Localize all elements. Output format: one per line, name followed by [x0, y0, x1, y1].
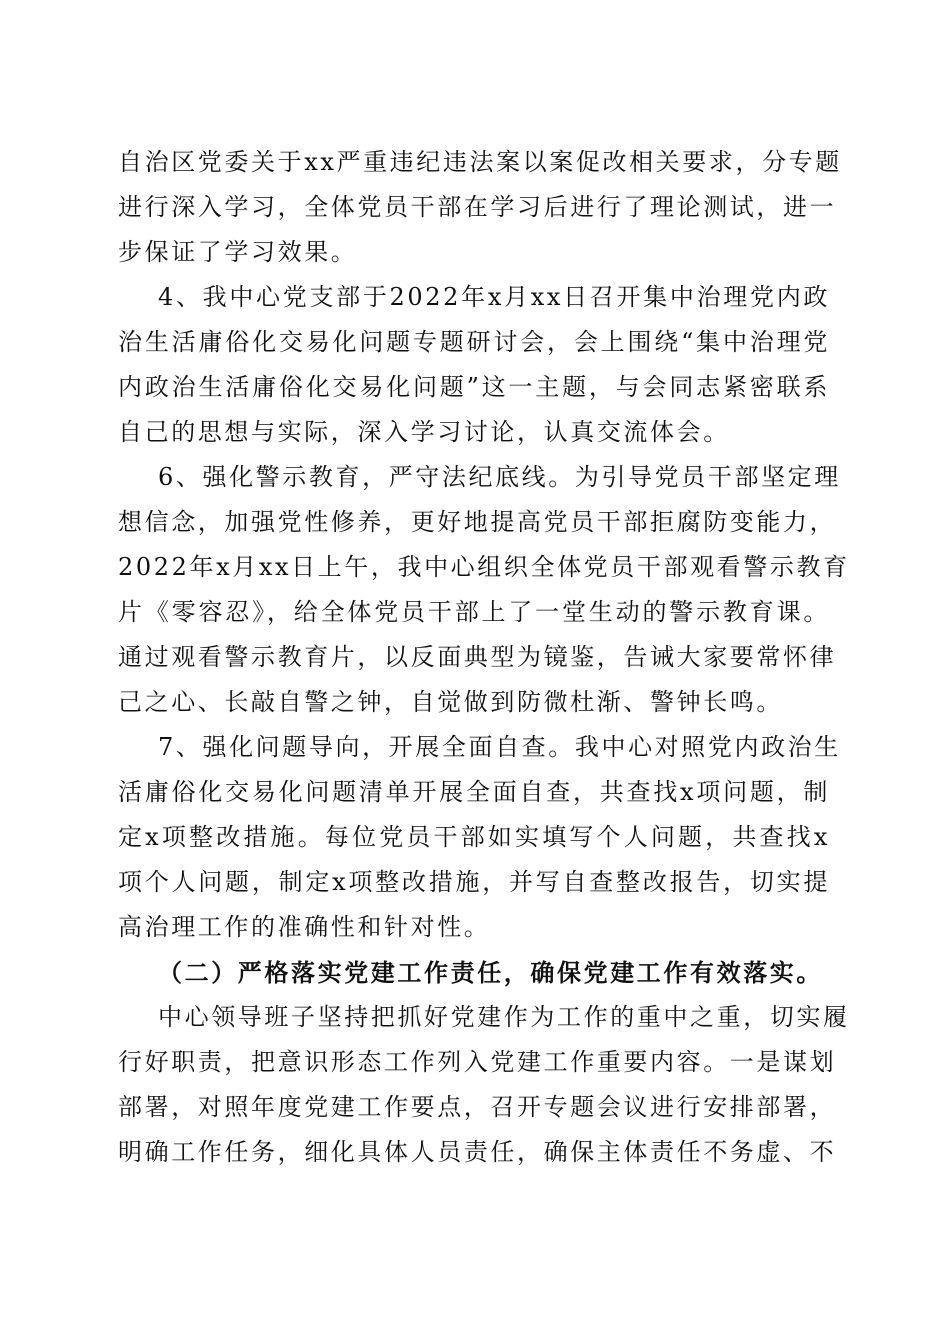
text-line: 活庸俗化交易化问题清单开展全面自查，共查找x项问题，制: [118, 778, 830, 806]
text-line: 想信念，加强党性修养，更好地提高党员干部拒腐防变能力，: [118, 508, 837, 536]
paragraph-item-4: [118, 275, 830, 455]
text-line: 7、强化问题导向，开展全面自查。我中心对照党内政治生: [158, 733, 841, 761]
text-line: 自治区党委关于xx严重违纪违法案以案促改相关要求，分专题: [118, 148, 842, 176]
text-line: 高治理工作的准确性和针对性。: [118, 913, 491, 941]
document-body: [118, 140, 850, 1175]
text-line: 内政治生活庸俗化交易化问题”这一主题，与会同志紧密联系: [118, 373, 830, 401]
text-line: 进行深入学习，全体党员干部在学习后进行了理论测试，进一: [118, 193, 837, 221]
heading-line: （二）严格落实党建工作责任，确保党建工作有效落实。: [158, 958, 823, 987]
text-line: 通过观看警示教育片，以反面典型为镜鉴，告诫大家要常怀律: [118, 643, 837, 671]
paragraph-continuation: [118, 140, 842, 275]
text-line: 部署，对照年度党建工作要点，召开专题会议进行安排部署，: [118, 1093, 837, 1121]
section-heading: [118, 950, 830, 995]
text-line: 2022年x月xx日上午，我中心组织全体党员干部观看警示教育: [118, 553, 850, 581]
text-line: 6、强化警示教育，严守法纪底线。为引导党员干部坚定理: [158, 463, 841, 491]
text-line: 定x项整改措施。每位党员干部如实填写个人问题，共查找x: [118, 823, 830, 851]
text-line: 自己的思想与实际，深入学习讨论，认真交流体会。: [118, 418, 730, 446]
paragraph-item-7: [118, 725, 841, 950]
text-line: 步保证了学习效果。: [118, 238, 358, 266]
text-line: 行好职责，把意识形态工作列入党建工作重要内容。一是谋划: [118, 1048, 837, 1076]
text-line: 己之心、长敲自警之钟，自觉做到防微杜渐、警钟长鸣。: [118, 688, 783, 716]
text-line: 4、我中心党支部于2022年x月xx日召开集中治理党内政: [158, 283, 830, 311]
text-line: 项个人问题，制定x项整改措施，并写自查整改报告，切实提: [118, 868, 830, 896]
paragraph-section-2: [118, 995, 850, 1175]
text-line: 治生活庸俗化交易化问题专题研讨会，会上围绕“集中治理党: [118, 328, 830, 356]
text-line: 片《零容忍》，给全体党员干部上了一堂生动的警示教育课。: [118, 598, 830, 626]
text-line: 明确工作任务，细化具体人员责任，确保主体责任不务虚、不: [118, 1138, 837, 1166]
paragraph-item-6: [118, 455, 850, 725]
text-line: 中心领导班子坚持把抓好党建作为工作的重中之重，切实履: [158, 1003, 850, 1031]
